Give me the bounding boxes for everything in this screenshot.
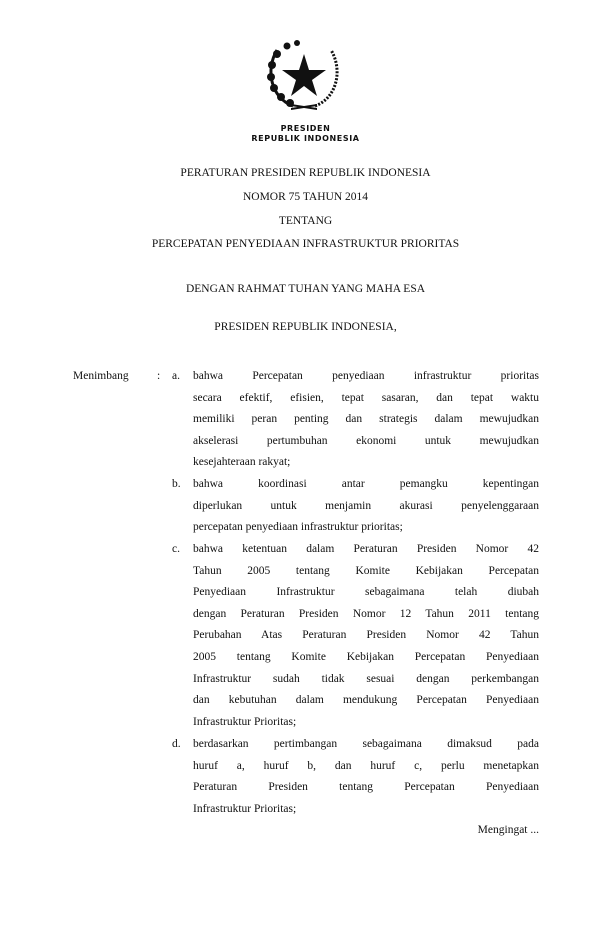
regulation-title: PERATURAN PRESIDEN REPUBLIK INDONESIA	[180, 167, 431, 179]
considering-colon: :	[157, 370, 161, 382]
item-letter: b.	[172, 478, 181, 490]
regulation-number: NOMOR 75 TAHUN 2014	[242, 191, 369, 203]
item-text-line: memiliki peran penting dan strategis dalam mewujudkan	[193, 413, 539, 426]
item-text-line: Perubahan Atas Peraturan Presiden Nomor 42 Tahun	[193, 629, 539, 642]
item-text-line: huruf a, huruf b, dan huruf c, perlu menetapkan	[193, 759, 539, 772]
item-text-line: Tahun 2005 tentang Komite Kebijakan Percepatan	[193, 564, 539, 577]
authority: PRESIDEN REPUBLIK INDONESIA,	[214, 321, 397, 333]
seal-line-2: REPUBLIK INDONESIA	[251, 134, 360, 143]
item-text-line: berdasarkan pertimbangan sebagaimana dimaksud pada	[193, 738, 539, 750]
item-letter: a.	[172, 370, 180, 382]
item-text-line: percepatan penyediaan infrastruktur prioritas;	[193, 521, 403, 534]
seal-line-1: PRESIDEN	[280, 124, 331, 133]
item-text-line: Penyediaan Infrastruktur sebagaimana telah diubah	[193, 586, 539, 599]
item-text-line: dengan Peraturan Presiden Nomor 12 Tahun 2011 tentang	[193, 607, 539, 620]
item-text-line: Infrastruktur sudah tidak sesuai dengan perkembangan	[193, 672, 539, 685]
continuation-text: Mengingat ...	[477, 824, 539, 836]
item-text-line: secara efektif, efisien, tepat sasaran, dan tepat waktu	[193, 391, 539, 404]
item-text-line: Infrastruktur Prioritas;	[193, 715, 297, 728]
item-text-line: Infrastruktur Prioritas;	[193, 802, 297, 815]
regulation-subject: PERCEPATAN PENYEDIAAN INFRASTRUKTUR PRIORITAS	[151, 238, 460, 250]
item-text-line: bahwa Percepatan penyediaan infrastruktur prioritas	[193, 370, 539, 382]
considering-label: Menimbang	[73, 370, 129, 382]
item-text-line: diperlukan untuk menjamin akurasi penyelenggaraan	[193, 499, 539, 512]
item-letter: c.	[172, 543, 180, 555]
item-text-line: kesejahteraan rakyat;	[193, 456, 291, 469]
item-text-line: bahwa koordinasi antar pemangku kepentingan	[193, 478, 539, 490]
regulation-about: TENTANG	[278, 215, 333, 227]
item-letter: d.	[172, 738, 181, 750]
item-text-line: 2005 tentang Komite Kebijakan Percepatan Penyediaan	[193, 651, 539, 663]
invocation: DENGAN RAHMAT TUHAN YANG MAHA ESA	[185, 283, 426, 295]
item-text-line: akselerasi pertumbuhan ekonomi untuk mewujudkan	[193, 434, 539, 447]
item-text-line: dan kebutuhan dalam mendukung Percepatan Penyediaan	[193, 694, 539, 707]
item-text-line: bahwa ketentuan dalam Peraturan Presiden Nomor 42	[193, 543, 539, 555]
garuda-star-emblem	[263, 40, 345, 112]
item-text-line: Peraturan Presiden tentang Percepatan Penyediaan	[193, 781, 539, 794]
